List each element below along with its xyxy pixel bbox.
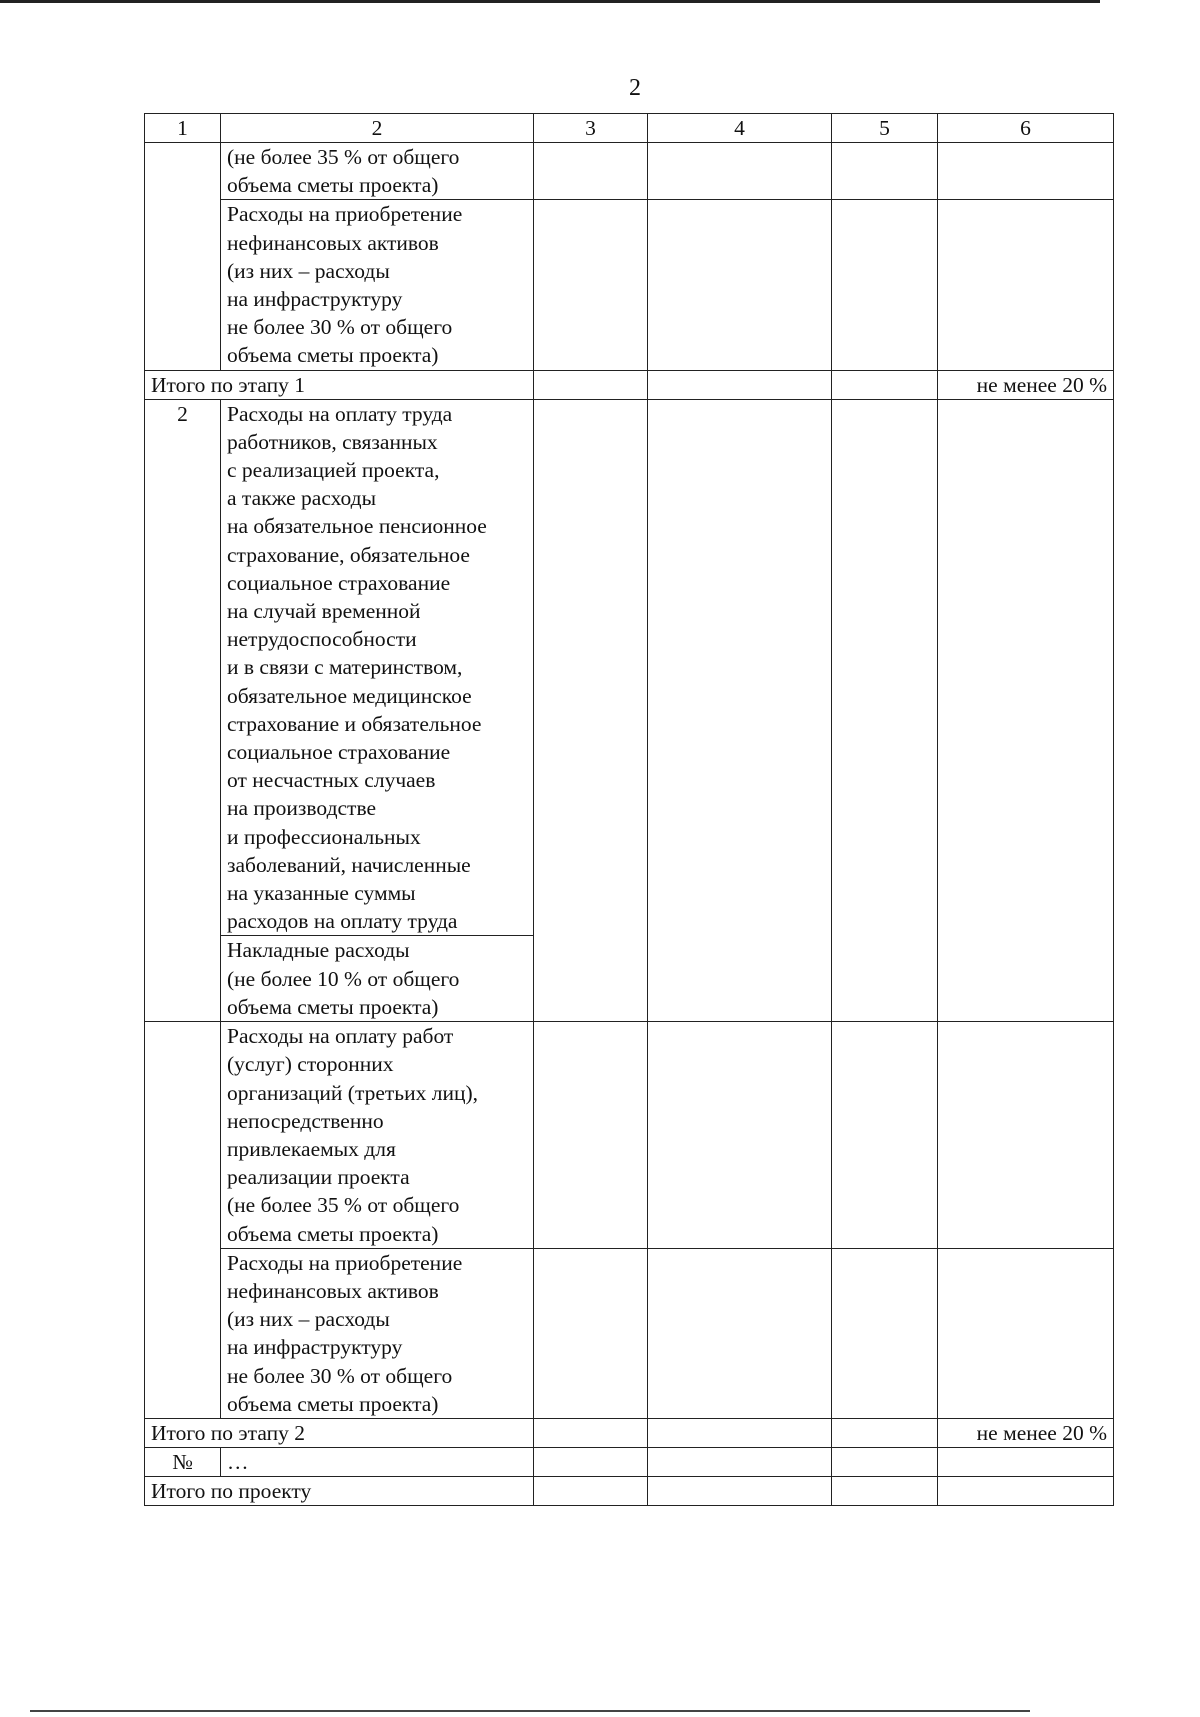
table-cell bbox=[648, 143, 832, 200]
stage-total-row bbox=[145, 370, 1114, 399]
table-cell bbox=[938, 143, 1114, 200]
table-header-row bbox=[145, 114, 1114, 143]
table-row bbox=[145, 143, 1114, 200]
column-header-6: 6 bbox=[938, 114, 1114, 143]
expense-description: … bbox=[221, 1447, 534, 1476]
table-cell bbox=[648, 1476, 832, 1505]
column-header-4: 4 bbox=[648, 114, 832, 143]
stage-number-cell: № bbox=[145, 1447, 221, 1476]
table-cell bbox=[534, 1022, 648, 1249]
table-row bbox=[145, 1447, 1114, 1476]
table-cell bbox=[938, 399, 1114, 1021]
table-cell bbox=[648, 1022, 832, 1249]
stage-total-row bbox=[145, 1418, 1114, 1447]
table-cell bbox=[832, 1476, 938, 1505]
bottom-border-line bbox=[30, 1710, 1030, 1712]
table-cell bbox=[534, 1447, 648, 1476]
table-cell bbox=[832, 1447, 938, 1476]
table-cell bbox=[832, 1418, 938, 1447]
column-header-1: 1 bbox=[145, 114, 221, 143]
table-cell bbox=[938, 200, 1114, 370]
column-header-3: 3 bbox=[534, 114, 648, 143]
budget-table bbox=[144, 113, 1114, 1506]
stage-total-share: не менее 20 % bbox=[938, 370, 1114, 399]
top-border-line bbox=[0, 0, 1100, 3]
table-cell bbox=[832, 399, 938, 1021]
table-row bbox=[145, 1022, 1114, 1249]
column-header-5: 5 bbox=[832, 114, 938, 143]
table-cell bbox=[534, 1476, 648, 1505]
table-row bbox=[145, 1248, 1114, 1418]
page-number: 2 bbox=[629, 75, 641, 101]
table-cell bbox=[832, 1022, 938, 1249]
table-cell bbox=[534, 370, 648, 399]
table-cell bbox=[534, 399, 648, 1021]
table-cell bbox=[534, 1418, 648, 1447]
expense-description: Накладные расходы (не более 10 % от общего объема сметы проекта) bbox=[221, 936, 534, 1022]
table-cell bbox=[938, 1248, 1114, 1418]
expense-description: (не более 35 % от общего объема сметы проекта) bbox=[221, 143, 534, 200]
stage-number-cell: 2 bbox=[145, 399, 221, 1021]
table-cell bbox=[832, 143, 938, 200]
table-cell bbox=[534, 200, 648, 370]
table-cell bbox=[648, 1248, 832, 1418]
expense-description: Расходы на приобретение нефинансовых активов (из них – расходы на инфраструктуру не более 30 % от общего объема сметы проекта) bbox=[221, 1248, 534, 1418]
column-header-2: 2 bbox=[221, 114, 534, 143]
table-cell bbox=[534, 1248, 648, 1418]
table-cell bbox=[832, 200, 938, 370]
expense-description: Расходы на оплату труда работников, связанных с реализацией проекта, а также расходы на обязательное пенсионное страхование, обязательное социальное страхование на случай временной нетрудоспособности и в связи с материнством, обязательное медицинское страхование и обязательное социальное страхование от несчастных случаев на производстве и профессиональных заболеваний, начисленные на указанные суммы расходов на оплату труда bbox=[221, 399, 534, 936]
table-cell bbox=[648, 1418, 832, 1447]
expense-description: Расходы на оплату работ (услуг) сторонних организаций (третьих лиц), непосредственно привлекаемых для реализации проекта (не более 35 % от общего объема сметы проекта) bbox=[221, 1022, 534, 1249]
project-total-label: Итого по проекту bbox=[145, 1476, 534, 1505]
table-cell bbox=[832, 370, 938, 399]
stage-total-label: Итого по этапу 1 bbox=[145, 370, 534, 399]
table-row bbox=[145, 399, 1114, 936]
stage-total-label: Итого по этапу 2 bbox=[145, 1418, 534, 1447]
stage-number-cell bbox=[145, 1022, 221, 1419]
table-row bbox=[145, 200, 1114, 370]
project-total-row bbox=[145, 1476, 1114, 1505]
stage-number-cell bbox=[145, 143, 221, 371]
stage-total-share: не менее 20 % bbox=[938, 1418, 1114, 1447]
table-cell bbox=[648, 399, 832, 1021]
table-cell bbox=[938, 1476, 1114, 1505]
table-cell bbox=[534, 143, 648, 200]
table-cell bbox=[648, 1447, 832, 1476]
table-cell bbox=[648, 370, 832, 399]
expense-description: Расходы на приобретение нефинансовых активов (из них – расходы на инфраструктуру не более 30 % от общего объема сметы проекта) bbox=[221, 200, 534, 370]
table-cell bbox=[648, 200, 832, 370]
table-cell bbox=[938, 1447, 1114, 1476]
table-cell bbox=[938, 1022, 1114, 1249]
table-cell bbox=[832, 1248, 938, 1418]
